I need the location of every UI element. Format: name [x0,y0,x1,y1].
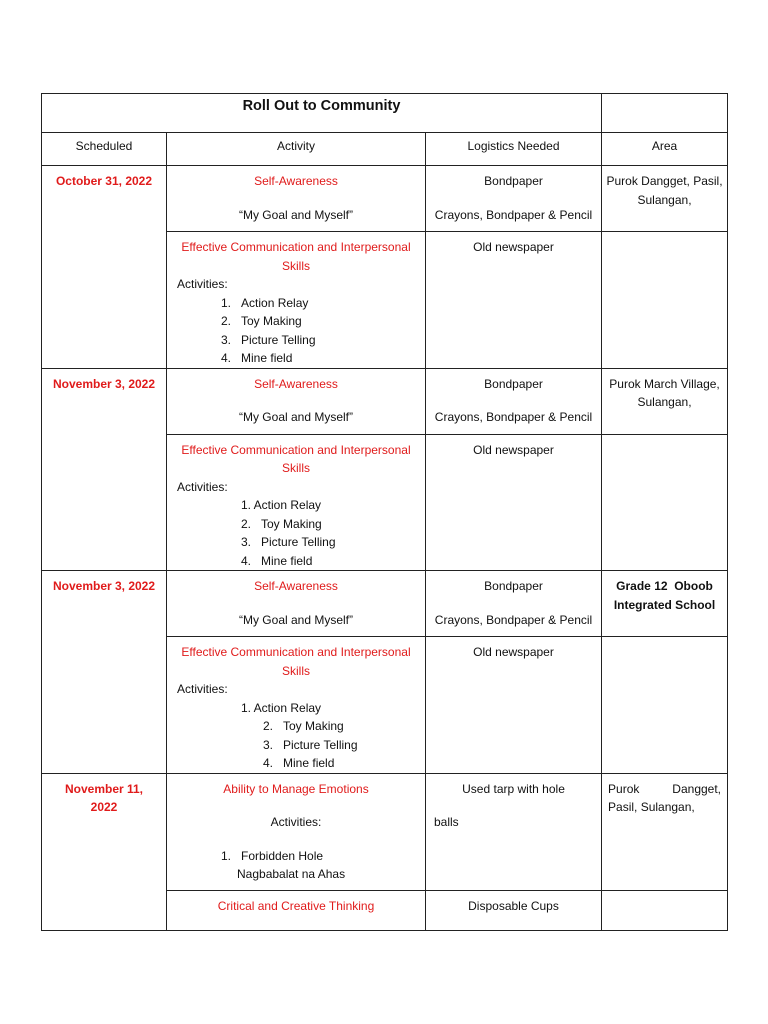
area-cell: Purok Dangget, Pasil, Sulangan, [602,773,728,890]
logistics-line: Bondpaper [484,579,543,593]
header-scheduled: Scheduled [42,133,167,166]
activities-label: Activities: [270,815,322,829]
list-item: 1. Forbidden Hole [221,848,324,863]
title-empty-cell [602,94,728,133]
list-item: 3. Picture Telling [241,535,336,549]
logistics-line: Bondpaper [484,376,543,391]
activity-cell [167,773,426,890]
logistics-line: Used tarp with hole [462,781,565,796]
activity-cell [167,232,426,369]
area-cell: Purok Dangget, Pasil, Sulangan, [602,166,728,232]
list-item: 2. Toy Making [241,516,322,531]
list-item: 1. Action Relay [241,700,322,715]
list-item: 3. Picture Telling [263,737,358,752]
activities-label: Activities: [177,479,228,494]
date-cell: November 3, 2022 [42,368,167,571]
list-item: Nagbabalat na Ahas [237,867,346,881]
logistics-line: Crayons, Bondpaper & Pencil [434,410,593,424]
logistics-line: balls [434,815,459,829]
activity-cell [167,368,426,434]
list-item: 2. Toy Making [263,719,344,733]
area-empty-cell [602,637,728,774]
date-cell: October 31, 2022 [42,166,167,369]
logistics-cell [426,166,602,232]
activity-cell [167,166,426,232]
area-empty-cell [602,434,728,571]
activity-title: Effective Communication and Interpersonal Skills [181,442,411,475]
activity-subtitle: “My Goal and Myself” [238,207,354,222]
activity-cell [167,434,426,571]
activities-label: Activities: [177,277,228,291]
activity-cell [167,637,426,774]
header-activity: Activity [167,133,426,166]
logistics-cell: Old newspaper [426,434,602,571]
list-item: 4. Mine field [241,553,313,568]
logistics-cell [426,773,602,890]
activity-title: Self-Awareness [254,376,338,391]
activity-title: Ability to Manage Emotions [223,781,369,796]
list-item: 2. Toy Making [221,314,302,328]
list-item: 4. Mine field [263,756,335,770]
activity-title: Self-Awareness [254,579,338,593]
date-cell: November 11, 2022 [42,773,167,930]
list-item: 1. Action Relay [221,295,309,310]
activities-label: Activities: [177,682,228,696]
logistics-line: Crayons, Bondpaper & Pencil [434,612,593,627]
activity-title: Critical and Creative Thinking [167,890,426,930]
logistics-cell [426,368,602,434]
list-item: 4. Mine field [221,351,293,365]
logistics-line: Bondpaper [484,174,543,188]
header-logistics: Logistics Needed [426,133,602,166]
list-item: 3. Picture Telling [221,332,316,347]
activity-cell [167,571,426,637]
table-title: Roll Out to Community [42,94,602,133]
schedule-table [41,93,728,931]
activity-title: Self-Awareness [254,174,338,188]
activity-title: Effective Communication and Interpersonal Skills [181,240,411,273]
list-item: 1. Action Relay [241,498,322,512]
logistics-cell: Old newspaper [426,637,602,774]
logistics-cell: Disposable Cups [426,890,602,930]
header-area: Area [602,133,728,166]
activity-subtitle: “My Goal and Myself” [238,612,354,627]
area-cell: Purok March Village, Sulangan, [602,368,728,434]
activity-title: Effective Communication and Interpersonal Skills [181,645,411,678]
area-empty-cell [602,232,728,369]
logistics-line: Crayons, Bondpaper & Pencil [434,207,593,222]
date-cell: November 3, 2022 [42,571,167,774]
area-cell: Grade 12 Oboob Integrated School [602,571,728,637]
logistics-cell [426,571,602,637]
area-empty-cell [602,890,728,930]
activity-subtitle: “My Goal and Myself” [238,410,354,424]
logistics-cell: Old newspaper [426,232,602,369]
